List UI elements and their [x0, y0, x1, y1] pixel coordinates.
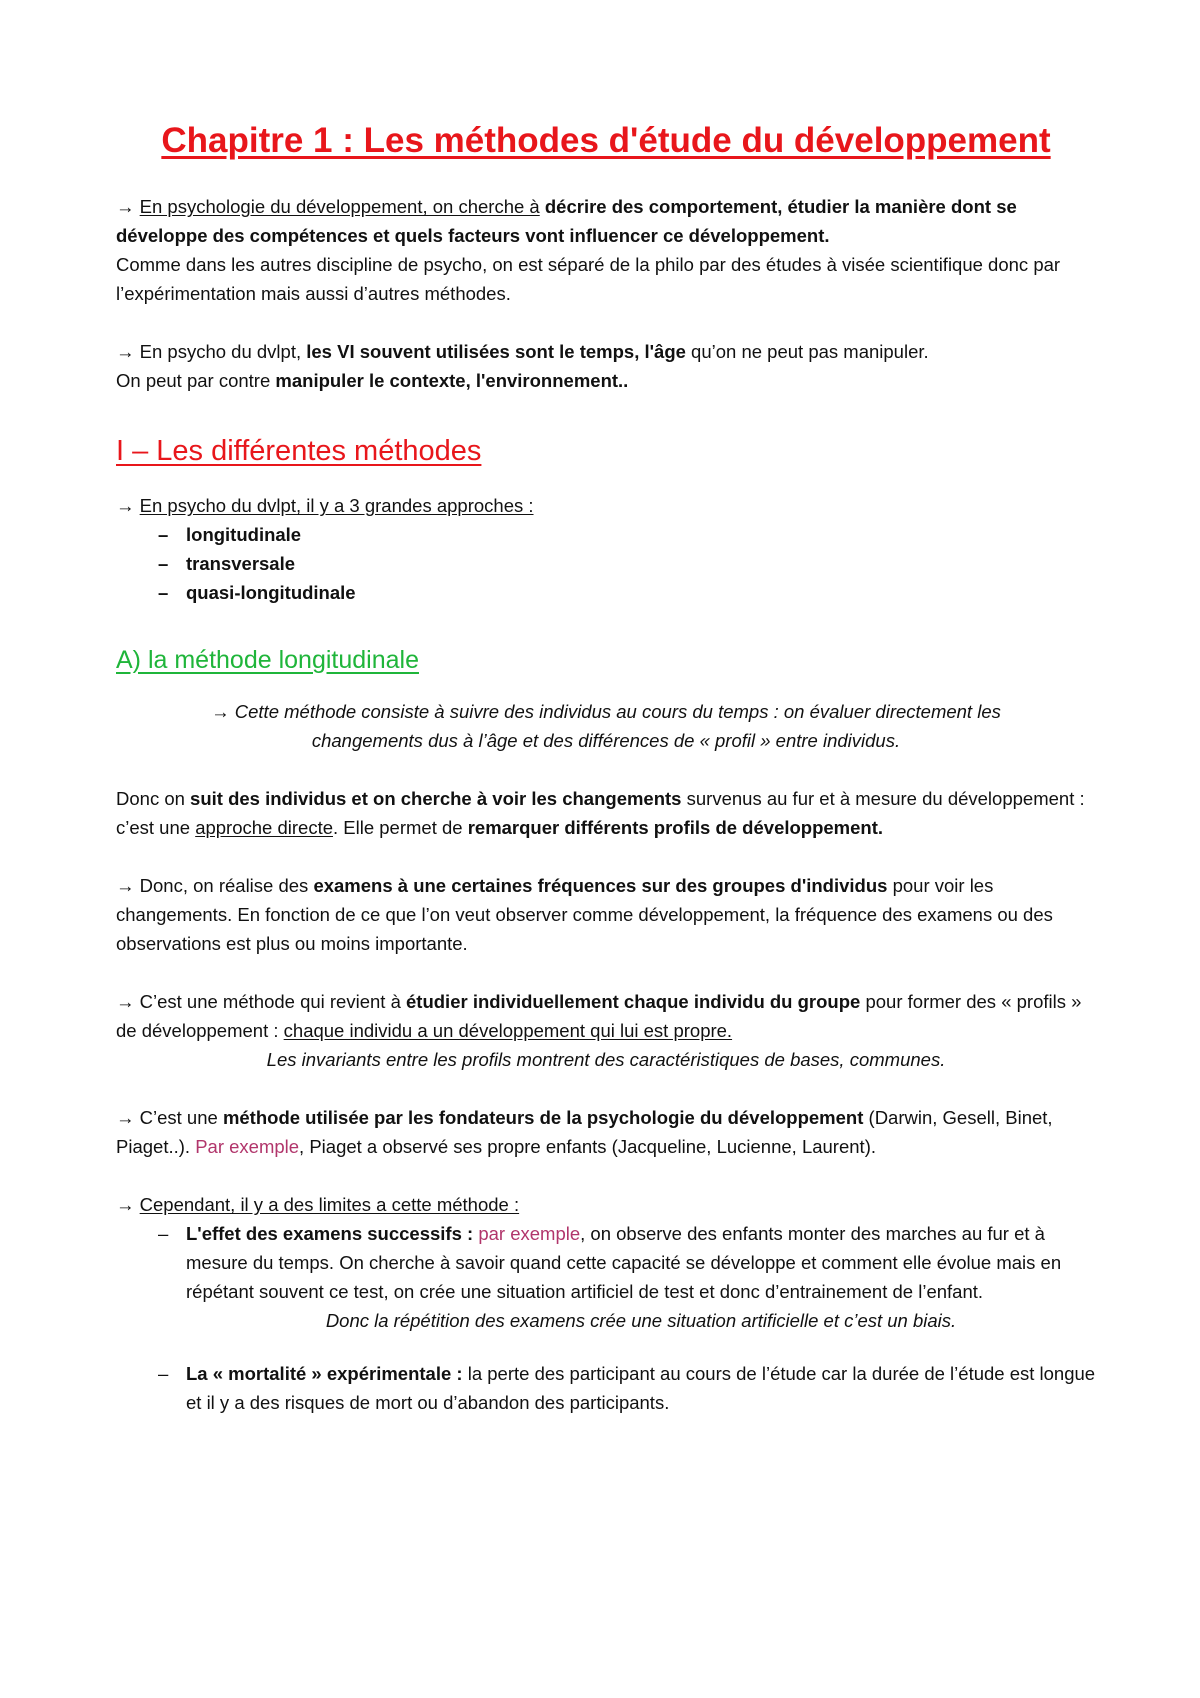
text: → En psycho du dvlpt,: [116, 341, 307, 362]
bold-text: examens à une certaines fréquences sur des groupes d'individus: [313, 875, 888, 896]
underlined-text: chaque individu a un développement qui lui est propre.: [283, 1020, 733, 1041]
text: , Piaget a observé ses propre enfants (Jacqueline, Lucienne, Laurent).: [299, 1136, 876, 1157]
text: → Donc, on réalise des: [116, 875, 314, 896]
limit-item-mortality: [158, 1359, 1096, 1417]
text: la perte des participant au cours de l’étude car la durée de l’étude est longue et il y a des risques de mort ou d’abandon des participants.: [186, 1363, 1096, 1413]
underlined-text: approche directe: [195, 817, 333, 838]
bold-text: remarquer différents profils de développement.: [467, 817, 884, 838]
text: → C’est une méthode qui revient à: [116, 991, 406, 1012]
text: , on observe des enfants monter des marches au fur et à mesure du temps. On cherche à savoir quand cette capacité se développe et comment elle évolue mais en répétant souvent ce test, on crée une situation artificiel de test et donc d’entrainement de l’enfant.: [186, 1223, 1062, 1302]
paragraph-follow-individuals: [116, 784, 1096, 842]
section-heading-1: I – Les différentes méthodes: [116, 435, 482, 467]
text: pour former des « profils » de développement :: [116, 991, 1082, 1041]
bold-text: L'effet des examens successifs :: [186, 1223, 479, 1244]
example-label: par exemple: [478, 1223, 581, 1244]
arrow: →: [116, 196, 140, 217]
limit-item-successive-exams: [158, 1219, 1096, 1335]
text: survenus au fur et à mesure du développement : c’est une: [116, 788, 1085, 838]
intro-paragraph-3: [116, 337, 1096, 366]
intro-paragraph-4: [116, 366, 1096, 395]
limits-lead: [116, 1190, 1096, 1219]
bold-text: décrire des comportement, étudier la manière dont se développe des compétences et quels facteurs vont influencer ce développement.: [116, 196, 1017, 246]
approaches-lead: [116, 491, 1096, 520]
chapter-title: Chapitre 1 : Les méthodes d'étude du développement: [161, 121, 1051, 160]
bold-text: manipuler le contexte, l'environnement..: [275, 370, 629, 391]
bold-text: les VI souvent utilisées sont le temps, l'âge: [306, 341, 686, 362]
arrow: →: [116, 495, 140, 516]
definition-line-2: changements dus à l’âge et des différences de « profil » entre individus.: [311, 730, 901, 751]
text: qu’on ne peut pas manipuler.: [685, 341, 929, 362]
underlined-text: Cependant, il y a des limites a cette méthode :: [139, 1194, 520, 1215]
bold-text: méthode utilisée par les fondateurs de la psychologie du développement: [222, 1107, 864, 1128]
bold-text: suit des individus et on cherche à voir les changements: [190, 788, 682, 809]
list-item: – quasi-longitudinale: [158, 578, 1096, 607]
method-definition: [116, 697, 1096, 755]
text: pour voir les changements. En fonction de ce que l’on veut observer comme développement, la fréquence des examens ou des observations est plus ou moins importante.: [116, 875, 1053, 954]
profiles-text: [116, 987, 1096, 1045]
text: (Darwin, Gesell, Binet, Piaget..).: [116, 1107, 1053, 1157]
arrow: →: [116, 1194, 140, 1215]
example-label: Par exemple: [195, 1136, 300, 1157]
paragraph-founders: [116, 1103, 1096, 1161]
approaches-list: [116, 520, 1096, 607]
limits-list: [116, 1219, 1096, 1417]
bold-text: La « mortalité » expérimentale :: [186, 1363, 463, 1384]
bold-text: étudier individuellement chaque individu du groupe: [406, 991, 861, 1012]
paragraph-exam-frequency: [116, 871, 1096, 958]
bias-note: Donc la répétition des examens crée une situation artificielle et c’est un biais.: [325, 1310, 957, 1331]
text: On peut par contre: [116, 370, 276, 391]
text: . Elle permet de: [333, 817, 468, 838]
subsection-heading-a: A) la méthode longitudinale: [116, 646, 419, 674]
intro-paragraph-2: Comme dans les autres discipline de psycho, on est séparé de la philo par des études à visée scientifique donc par l’expérimentation mais aussi d’autres méthodes.: [116, 254, 1061, 304]
text: → C’est une: [116, 1107, 223, 1128]
intro-paragraph-1: [116, 192, 1096, 250]
text: Donc on: [116, 788, 191, 809]
underlined-text: En psychologie du développement, on cherche à: [139, 196, 540, 217]
paragraph-individual-profiles: [116, 987, 1096, 1074]
invariants-note: Les invariants entre les profils montrent des caractéristiques de bases, communes.: [266, 1049, 946, 1070]
definition-line-1: → Cette méthode consiste à suivre des individus au cours du temps : on évaluer directement les: [211, 701, 1001, 722]
list-item: – transversale: [158, 549, 1096, 578]
list-item: – longitudinale: [158, 520, 1096, 549]
underlined-text: En psycho du dvlpt, il y a 3 grandes approches :: [139, 495, 534, 516]
